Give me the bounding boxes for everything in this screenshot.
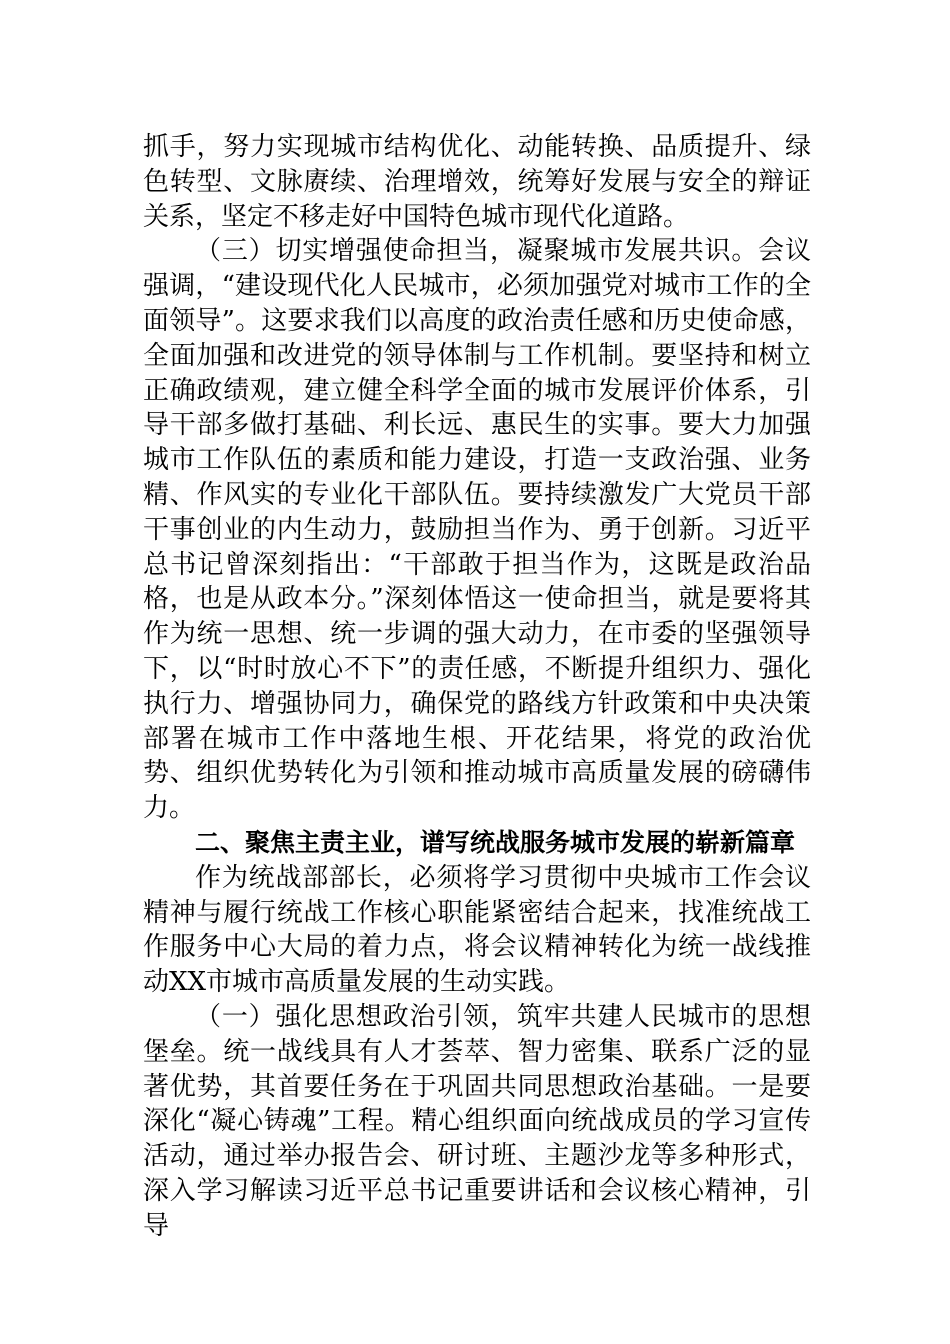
paragraph-intro: 作为统战部部长，必须将学习贯彻中央城市工作会议精神与履行统战工作核心职能紧密结合起来，找准统战工作服务中心大局的着力点，将会议精神转化为统一战线推动XX市城市高质量发展的生动实践。 — [143, 862, 811, 998]
paragraph-section-one: （一）强化思想政治引领，筑牢共建人民城市的思想堡垒。统一战线具有人才荟萃、智力密集、联系广泛的显著优势，其首要任务在于巩固共同思想政治基础。一是要深化“凝心铸魂”工程。精心组织面向统战成员的学习宣传活动，通过举办报告会、研讨班、主题沙龙等多种形式，深入学习解读习近平总书记重要讲话和会议核心精神，引导 — [143, 1001, 811, 1241]
document-body — [143, 130, 811, 1244]
section-heading-two: 二、聚焦主责主业，谱写统战服务城市发展的崭新篇章 — [195, 827, 796, 857]
paragraph-continuation: 抓手，努力实现城市结构优化、动能转换、品质提升、绿色转型、文脉赓续、治理增效，统筹好发展与安全的辩证关系，坚定不移走好中国特色城市现代化道路。 — [143, 132, 811, 232]
paragraph-section-three: （三）切实增强使命担当，凝聚城市发展共识。会议强调，“建设现代化人民城市，必须加强党对城市工作的全面领导”。这要求我们以高度的政治责任感和历史使命感，全面加强和改进党的领导体制与工作机制。要坚持和树立正确政绩观，建立健全科学全面的城市发展评价体系，引导干部多做打基础、利长远、惠民生的实事。要大力加强城市工作队伍的素质和能力建设，打造一支政治强、业务精、作风实的专业化干部队伍。要持续激发广大党员干部干事创业的内生动力，鼓励担当作为、勇于创新。习近平总书记曾深刻指出：“干部敢于担当作为，这既是政治品格，也是从政本分。”深刻体悟这一使命担当，就是要将其作为统一思想、统一步调的强大动力，在市委的坚强领导下，以“时时放心不下”的责任感，不断提升组织力、强化执行力、增强协同力，确保党的路线方针政策和中央决策部署在城市工作中落地生根、开花结果，将党的政治优势、组织优势转化为引领和推动城市高质量发展的磅礴伟力。 — [143, 236, 811, 824]
